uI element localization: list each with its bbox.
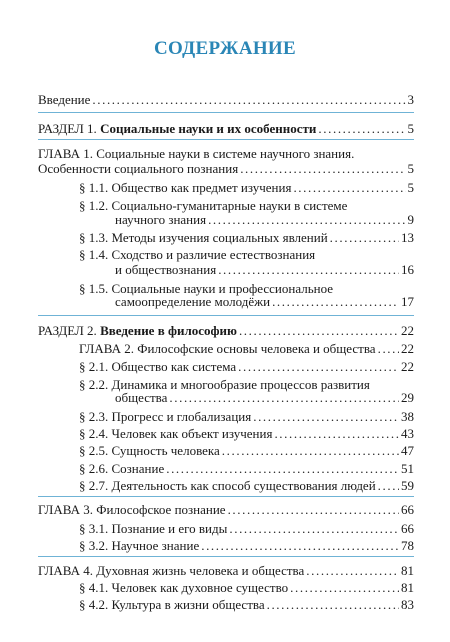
toc-page: 3 — [407, 92, 414, 107]
toc-label-line: § 1.2. Социально-гуманитарные науки в системе — [79, 198, 348, 213]
toc-label: ГЛАВА 4. Духовная жизнь человека и общества — [38, 563, 305, 578]
toc-page: 66 — [401, 521, 414, 536]
toc-dots — [218, 262, 399, 277]
toc-entry-4-1[interactable] — [79, 580, 414, 595]
toc-dots — [239, 323, 399, 338]
divider — [38, 139, 414, 140]
toc-entry-2-5[interactable] — [79, 443, 414, 458]
toc-dots — [169, 390, 399, 405]
divider — [38, 112, 414, 113]
toc-label: § 3.2. Научное знание — [79, 538, 200, 553]
toc-entry-2-6[interactable] — [79, 461, 414, 476]
toc-label-line: § 2.2. Динамика и многообразие процессов развития — [79, 377, 370, 392]
section-prefix: РАЗДЕЛ 2. — [38, 323, 97, 338]
toc-entry-chapter-4[interactable] — [38, 563, 414, 578]
toc-label: § 2.7. Деятельность как способ существования людей — [79, 478, 376, 493]
toc-label: § 1.1. Общество как предмет изучения — [79, 180, 292, 195]
toc-entry-1-1[interactable] — [79, 180, 414, 195]
toc-dots — [238, 359, 399, 374]
page-title: СОДЕРЖАНИЕ — [154, 38, 296, 59]
toc-dots — [290, 580, 399, 595]
toc-dots — [229, 521, 399, 536]
toc-label: общества — [115, 390, 168, 405]
toc-entry-1-3[interactable] — [79, 230, 414, 245]
toc-dots — [306, 563, 399, 578]
toc-page: 78 — [401, 538, 414, 553]
toc-entry-1-4[interactable] — [115, 262, 414, 277]
toc-label-line: § 1.4. Сходство и различие естествознания — [79, 247, 316, 262]
toc-page: 16 — [401, 262, 414, 277]
toc-entry-section-1[interactable] — [38, 121, 414, 136]
toc-label: § 4.1. Человек как духовное существо — [79, 580, 289, 595]
toc-label: § 2.3. Прогресс и глобализация — [79, 409, 252, 424]
toc-label: § 2.1. Общество как система — [79, 359, 237, 374]
divider — [38, 496, 414, 497]
toc-dots — [222, 443, 399, 458]
section-title: Введение в философию — [100, 323, 237, 338]
toc-page: 43 — [401, 426, 414, 441]
toc-dots — [228, 502, 399, 517]
toc-label: § 4.2. Культура в жизни общества — [79, 597, 265, 612]
toc-entry-intro[interactable] — [38, 92, 414, 107]
toc-page: 22 — [401, 323, 414, 338]
toc-entry-chapter-2[interactable] — [79, 341, 414, 356]
toc-page: 5 — [407, 121, 414, 136]
section-title: Социальные науки и их особенности — [100, 121, 317, 136]
toc-page: 13 — [401, 230, 414, 245]
divider — [38, 315, 414, 316]
toc-entry-1-2[interactable] — [115, 212, 414, 227]
toc-dots — [166, 461, 399, 476]
toc-page: 51 — [401, 461, 414, 476]
toc-entry-section-2[interactable] — [38, 323, 414, 338]
toc-entry-4-2[interactable] — [79, 597, 414, 612]
toc-label-line: § 1.5. Социальные науки и профессиональное — [79, 281, 334, 296]
toc-label: Особенности социального познания — [38, 161, 239, 176]
toc-label: § 1.3. Методы изучения социальных явлений — [79, 230, 328, 245]
toc-entry-2-4[interactable] — [79, 426, 414, 441]
toc-dots — [92, 92, 405, 107]
toc-page: 81 — [401, 563, 414, 578]
toc-label: научного знания — [115, 212, 207, 227]
toc-dots — [272, 294, 399, 309]
toc-dots — [330, 230, 399, 245]
toc-entry-2-7[interactable] — [79, 478, 414, 493]
toc-label: § 2.6. Сознание — [79, 461, 165, 476]
toc-page: 38 — [401, 409, 414, 424]
toc-entry-3-2[interactable] — [79, 538, 414, 553]
toc-page: 22 — [401, 359, 414, 374]
divider — [38, 556, 414, 557]
toc-page: 81 — [401, 580, 414, 595]
toc-page: 5 — [407, 180, 414, 195]
toc-label — [38, 323, 237, 338]
section-prefix: РАЗДЕЛ 1. — [38, 121, 97, 136]
toc-dots — [318, 121, 405, 136]
toc-dots — [267, 597, 399, 612]
toc-page: 5 — [407, 161, 414, 176]
toc-dots — [378, 341, 399, 356]
toc-entry-1-5[interactable] — [115, 294, 414, 309]
toc-page: 47 — [401, 443, 414, 458]
toc-label: и обществознания — [115, 262, 217, 277]
toc-page: 29 — [401, 390, 414, 405]
toc-entry-2-2[interactable] — [115, 390, 414, 405]
toc-label: § 2.4. Человек как объект изучения — [79, 426, 273, 441]
toc-page: 9 — [407, 212, 414, 227]
toc-label — [38, 121, 316, 136]
toc-label: § 3.1. Познание и его виды — [79, 521, 228, 536]
toc-label: ГЛАВА 3. Философское познание — [38, 502, 226, 517]
toc-label: самоопределение молодёжи — [115, 294, 271, 309]
toc-dots — [240, 161, 405, 176]
toc-entry-chapter-3[interactable] — [38, 502, 414, 517]
toc-entry-3-1[interactable] — [79, 521, 414, 536]
toc-label: ГЛАВА 2. Философские основы человека и общества — [79, 341, 376, 356]
toc-dots — [253, 409, 399, 424]
toc-label: § 2.5. Сущность человека — [79, 443, 220, 458]
toc-dots — [378, 478, 399, 493]
toc-entry-2-3[interactable] — [79, 409, 414, 424]
toc-page: 83 — [401, 597, 414, 612]
toc-page: 17 — [401, 294, 414, 309]
toc-entry-2-1[interactable] — [79, 359, 414, 374]
toc-page: 22 — [401, 341, 414, 356]
toc-dots — [274, 426, 399, 441]
toc-dots — [208, 212, 405, 227]
toc-label-line: ГЛАВА 1. Социальные науки в системе научного знания. — [38, 146, 355, 161]
toc-dots — [201, 538, 399, 553]
toc-entry-chapter-1[interactable] — [38, 161, 414, 176]
toc-page: 66 — [401, 502, 414, 517]
toc-page: 59 — [401, 478, 414, 493]
toc-label: Введение — [38, 92, 91, 107]
toc-dots — [293, 180, 405, 195]
